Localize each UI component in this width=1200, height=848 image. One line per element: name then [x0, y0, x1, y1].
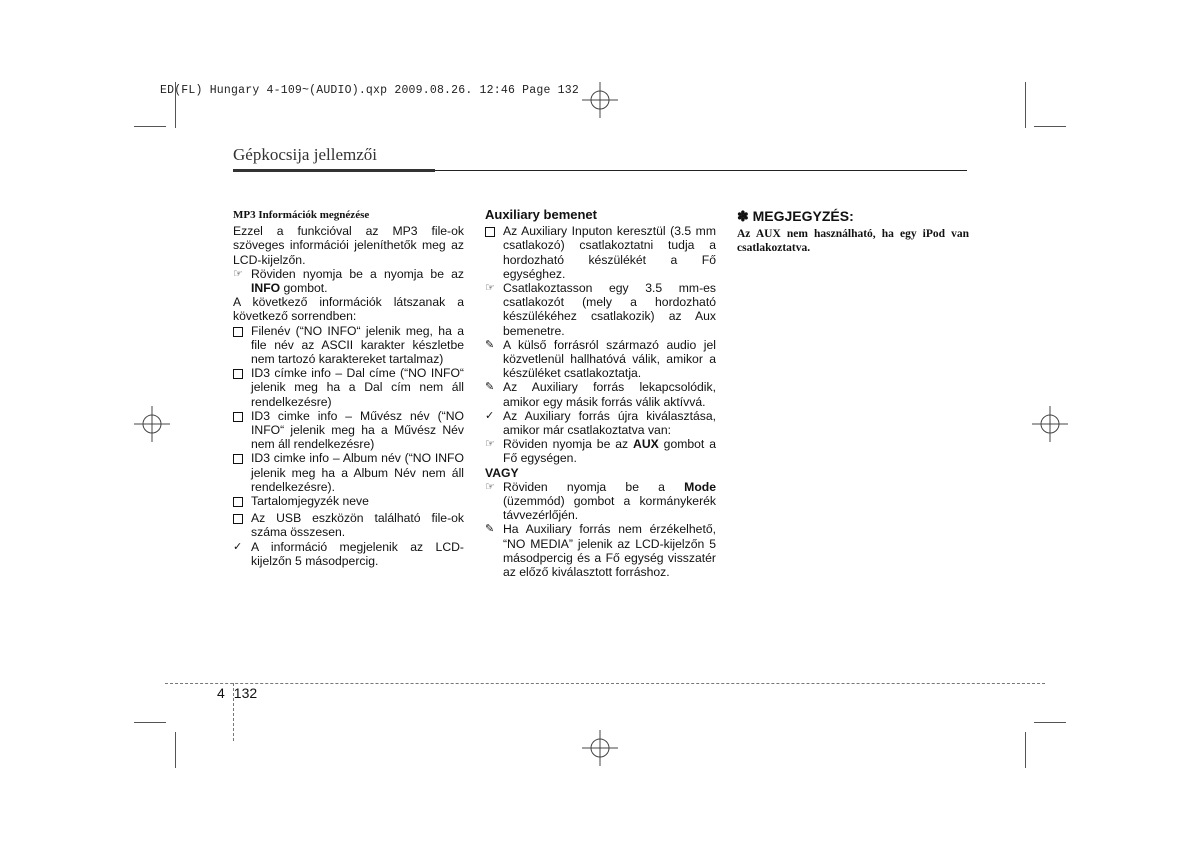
column-mp3-info	[233, 208, 464, 568]
registration-mark-icon	[580, 80, 620, 120]
pencil-note-icon: ✎	[485, 523, 495, 536]
asterisk-icon: ✽	[737, 208, 749, 224]
registration-mark-icon	[1030, 404, 1070, 444]
registration-mark-icon	[132, 404, 172, 444]
checkbox-square-icon	[233, 497, 243, 507]
note-item: ✎ Az Auxiliary forrás lekapcsolódik, amikor egy másik forrás válik aktívvá.	[485, 380, 716, 409]
list-item: ID3 cimke info – Művész név (“NO INFO“ jelenik meg ha a Művész Név nem áll rendelkezésre)	[233, 409, 464, 452]
pointing-hand-icon: ☞	[485, 282, 495, 295]
note-title: ✽ MEGJEGYZÉS:	[737, 208, 854, 224]
note-text: Az AUX nem használható, ha egy iPod van csatlakoztatva.	[737, 228, 969, 254]
pointing-hand-icon: ☞	[485, 480, 495, 493]
section-heading: MP3 Információk megnézése	[233, 209, 370, 221]
crop-mark	[175, 732, 176, 768]
note-item: ✎ A külső forrásról származó audio jel közvetlenül hallhatóvá válik, amikor a készüléket csatlakoztatja.	[485, 337, 716, 381]
step-item: ☞ Csatlakoztasson egy 3.5 mm-es csatlakozót (mely a hordozható készülékéhez csatlakozik) az Aux bemenetre.	[485, 281, 716, 338]
crop-mark	[1025, 82, 1026, 128]
crop-mark	[134, 126, 166, 127]
note-box	[737, 208, 969, 255]
section-heading: Auxiliary bemenet	[485, 207, 597, 222]
checkbox-square-icon	[485, 227, 495, 237]
list-item: ID3 cimke info – Album név (“NO INFO jelenik meg ha a Album Név nem áll rendelkezésre).	[233, 451, 464, 494]
pointing-hand-icon: ☞	[485, 438, 495, 451]
list-item: ID3 címke info – Dal címe (“NO INFO“ jelenik meg ha a Dal cím nem áll rendelkezésre)	[233, 366, 464, 409]
crop-mark	[1034, 126, 1066, 127]
list-item: Az USB eszközön található file-ok száma összesen.	[233, 511, 464, 539]
crop-mark	[1025, 732, 1026, 768]
list-item: Az Auxiliary Inputon keresztül (3.5 mm csatlakozó) csatlakoztatni tudja a hordozható készülékét a Fő egységhez.	[485, 224, 716, 281]
pointing-hand-icon: ☞	[233, 267, 243, 280]
list-item: Tartalomjegyzék neve	[233, 494, 464, 511]
step-item	[233, 267, 464, 295]
page-title: Gépkocsija jellemzői	[233, 145, 377, 164]
checkbox-square-icon	[233, 412, 243, 422]
column-auxiliary	[485, 208, 716, 579]
intro-paragraph: Ezzel a funkcióval az MP3 file-ok szöveges információi jeleníthetők meg az LCD-kijelzőn.	[233, 224, 464, 267]
header-rule-accent	[233, 169, 435, 172]
check-item: ✓ Az Auxiliary forrás újra kiválasztása, amikor már csatlakoztatva van:	[485, 408, 716, 438]
checkmark-icon: ✓	[233, 540, 243, 553]
pencil-note-icon: ✎	[485, 338, 495, 351]
registration-mark-icon	[580, 728, 620, 768]
crop-mark	[1034, 722, 1066, 723]
or-label: VAGY	[485, 465, 519, 480]
print-slug: ED(FL) Hungary 4-109~(AUDIO).qxp 2009.08.26. 12:46 Page 132	[160, 84, 579, 97]
checkmark-icon: ✓	[485, 409, 495, 422]
check-item: ✓ A információ megjelenik az LCD-kijelzőn 5 másodpercig.	[233, 539, 464, 568]
checkbox-square-icon	[233, 514, 243, 524]
pencil-note-icon: ✎	[485, 381, 495, 394]
checkbox-square-icon	[233, 327, 243, 337]
checkbox-square-icon	[233, 454, 243, 464]
step-item: ☞ Röviden nyomja be az AUX gombot a Fő egységen.	[485, 437, 716, 466]
note-item: ✎ Ha Auxiliary forrás nem érzékelhető, “NO MEDIA” jelenik az LCD-kijelzőn 5 másodpercig és a Fő egység visszatér az előző kiválasztott forráshoz.	[485, 522, 716, 580]
checkbox-square-icon	[233, 369, 243, 379]
step-text: Röviden nyomja be a nyomja be az INFO gombot.	[251, 266, 464, 296]
page-number: 4 132	[217, 685, 258, 701]
list-item: Filenév (“NO INFO“ jelenik meg, ha a file név az ASCII karakter készletbe nem tartozó karaktereket tartalmaz)	[233, 324, 464, 367]
footer-divider	[165, 683, 1045, 684]
lead-paragraph: A következő információk látszanak a következő sorrendben:	[233, 295, 464, 324]
crop-mark	[134, 722, 166, 723]
step-item: ☞ Röviden nyomja be a Mode (üzemmód) gombot a kormánykerék távvezérlőjén.	[485, 479, 716, 523]
